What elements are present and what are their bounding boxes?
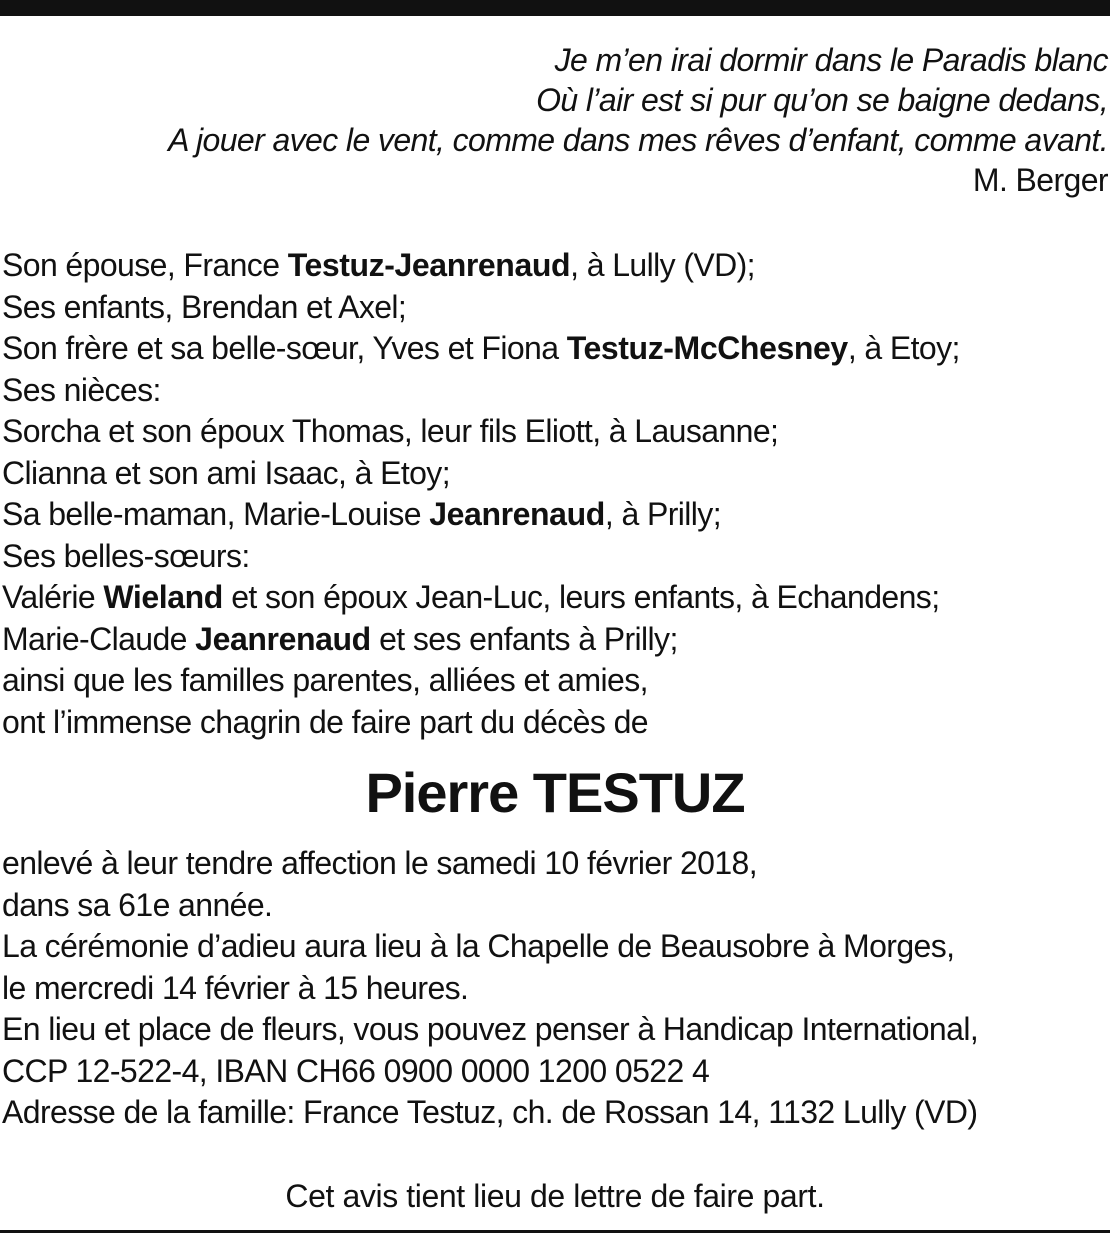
detail-line: enlevé à leur tendre affection le samedi 10 février 2018, xyxy=(2,845,758,881)
detail-line: dans sa 61e année. xyxy=(2,886,273,923)
family-line: Sa belle-maman, Marie-Louise Jeanrenaud, à Prilly; xyxy=(2,496,721,532)
family-line: Son épouse, France Testuz-Jeanrenaud, à Lully (VD); xyxy=(2,247,755,283)
family-surname: Testuz-Jeanrenaud xyxy=(287,247,571,283)
family-surname: Wieland xyxy=(103,579,223,615)
detail-line: le mercredi 14 février à 15 heures. xyxy=(2,969,469,1006)
family-line: Ses enfants, Brendan et Axel; xyxy=(2,288,407,325)
family-list xyxy=(2,245,1102,743)
top-border-rule xyxy=(0,0,1110,16)
deceased-name: Pierre TESTUZ xyxy=(365,761,745,824)
family-surname: Jeanrenaud xyxy=(429,496,605,532)
family-line: Sorcha et son époux Thomas, leur fils Eliott, à Lausanne; xyxy=(2,413,779,449)
detail-line: CCP 12-522-4, IBAN CH66 0900 0000 1200 0522 4 xyxy=(2,1052,710,1089)
detail-line: La cérémonie d’adieu aura lieu à la Chapelle de Beausobre à Morges, xyxy=(2,928,955,964)
detail-line: En lieu et place de fleurs, vous pouvez penser à Handicap International, xyxy=(2,1011,979,1047)
family-line: ont l’immense chagrin de faire part du décès de xyxy=(2,703,648,740)
poem-line: Je m’en irai dormir dans le Paradis blanc xyxy=(554,42,1108,78)
family-line: Valérie Wieland et son époux Jean-Luc, leurs enfants, à Echandens; xyxy=(2,579,940,615)
detail-line: Adresse de la famille: France Testuz, ch. de Rossan 14, 1132 Lully (VD) xyxy=(2,1094,978,1130)
poem-author: M. Berger xyxy=(972,162,1108,198)
family-surname: Jeanrenaud xyxy=(195,620,371,657)
ceremony-details xyxy=(2,843,1102,1134)
poem-line: A jouer avec le vent, comme dans mes rêves d’enfant, comme avant. xyxy=(168,122,1108,158)
epigraph-poem xyxy=(8,40,1108,200)
family-line: Marie-Claude Jeanrenaud et ses enfants à Prilly; xyxy=(2,620,678,657)
family-line: Ses belles-sœurs: xyxy=(2,537,250,574)
family-line: Son frère et sa belle-sœur, Yves et Fiona Testuz-McChesney, à Etoy; xyxy=(2,330,960,366)
family-surname: Testuz-McChesney xyxy=(566,330,848,366)
poem-line: Où l’air est si pur qu’on se baigne dedans, xyxy=(536,82,1108,118)
family-line: ainsi que les familles parentes, alliées et amies, xyxy=(2,662,648,698)
bottom-border-rule xyxy=(0,1230,1110,1233)
family-line: Ses nièces: xyxy=(2,371,161,408)
family-line: Clianna et son ami Isaac, à Etoy; xyxy=(2,454,450,491)
closing-note: Cet avis tient lieu de lettre de faire part. xyxy=(285,1178,825,1214)
